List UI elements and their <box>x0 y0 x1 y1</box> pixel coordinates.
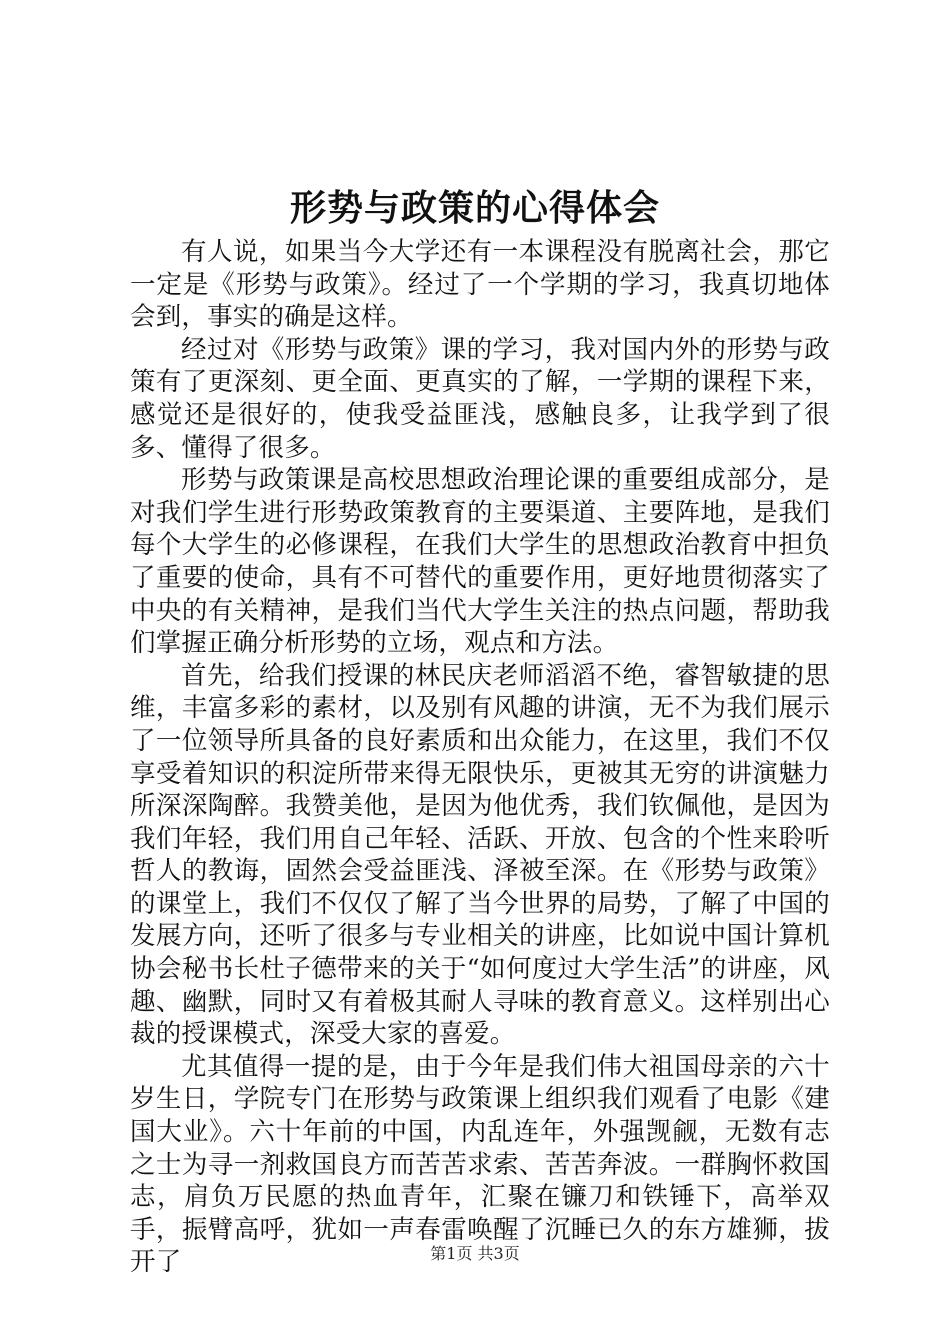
page-number-footer: 第1页 共3页 <box>430 1244 520 1263</box>
paragraph-2: 经过对《形势与政策》课的学习，我对国内外的形势与政策有了更深刻、更全面、更真实的了解，一学期的课程下来，感觉还是很好的，使我受益匪浅，感触良多，让我学到了很多、懂得了很多。 <box>130 334 830 463</box>
paragraph-3: 形势与政策课是高校思想政治理论课的重要组成部分，是对我们学生进行形势政策教育的主要渠道、主要阵地，是我们每个大学生的必修课程，在我们大学生的思想政治教育中担负了重要的使命，具有不可替代的重要作用，更好地贯彻落实了中央的有关精神，是我们当代大学生关注的热点问题，帮助我们掌握正确分析形势的立场，观点和方法。 <box>130 465 830 659</box>
paragraph-1: 有人说，如果当今大学还有一本课程没有脱离社会，那它一定是《形势与政策》。经过了一个学期的学习，我真切地体会到，事实的确是这样。 <box>130 237 830 333</box>
paragraph-5: 尤其值得一提的是，由于今年是我们伟大祖国母亲的六十岁生日，学院专门在形势与政策课上组织我们观看了电影《建国大业》。六十年前的中国，内乱连年，外强觊觎，无数有志之士为寻一剂救国良方而苦苦求索、苦苦奔波。一群胸怀救国志，肩负万民愿的热血青年，汇聚在镰刀和铁锤下，高举双手，振臂高呼，犹如一声春雷唤醒了沉睡已久的东方雄狮，拔开了 <box>130 1051 830 1278</box>
page-title: 形势与政策的心得体会 <box>289 187 660 229</box>
document-body <box>130 236 830 1279</box>
paragraph-4: 首先，给我们授课的林民庆老师滔滔不绝，睿智敏捷的思维，丰富多彩的素材，以及别有风趣的讲演，无不为我们展示了一位领导所具备的良好素质和出众能力，在这里，我们不仅享受着知识的积淀所带来得无限快乐，更被其无穷的讲演魅力所深深陶醉。我赞美他，是因为他优秀，我们钦佩他，是因为我们年轻，我们用自己年轻、活跃、开放、包含的个性来聆听哲人的教诲，固然会受益匪浅、泽被至深。在《形势与政策》的课堂上，我们不仅仅了解了当今世界的局势，了解了中国的发展方向，还听了很多与专业相关的讲座，比如说中国计算机协会秘书长杜子德带来的关于“如何度过大学生活”的讲座，风趣、幽默，同时又有着极其耐人寻味的教育意义。这样别出心裁的授课模式，深受大家的喜爱。 <box>130 660 830 1050</box>
